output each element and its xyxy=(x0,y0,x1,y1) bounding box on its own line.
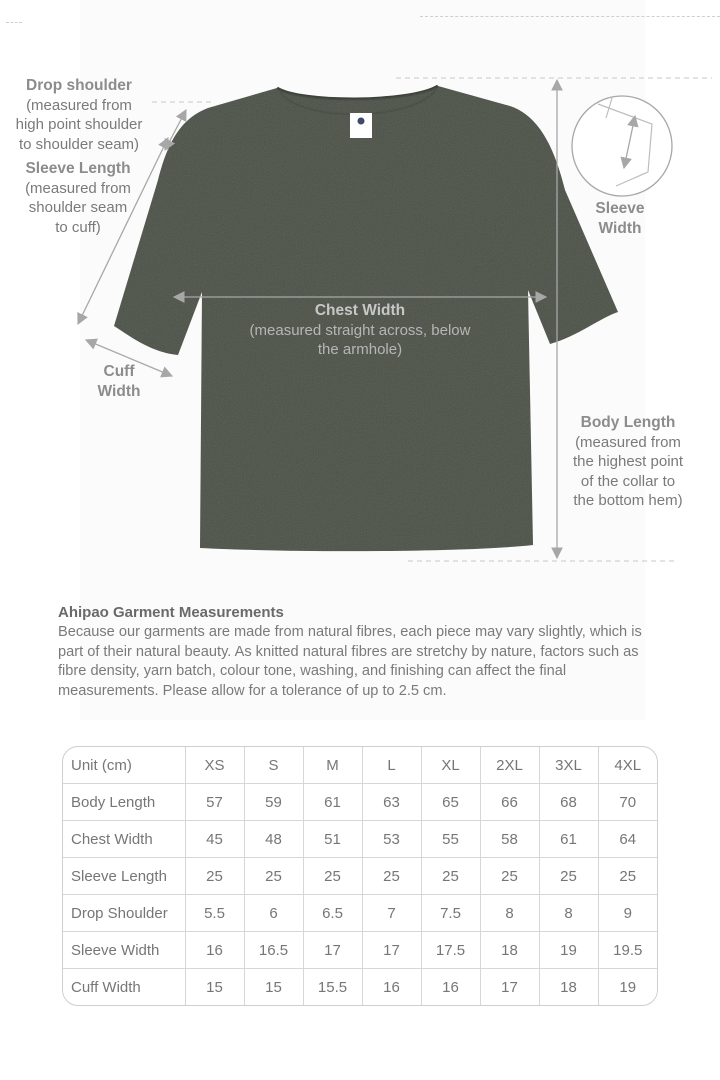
table-cell: 15 xyxy=(244,969,303,1006)
table-row xyxy=(63,784,657,821)
table-cell: 51 xyxy=(303,821,362,858)
row-label: Body Length xyxy=(63,784,185,821)
header-cell: S xyxy=(244,747,303,784)
header-cell: 3XL xyxy=(539,747,598,784)
header-cell: M xyxy=(303,747,362,784)
table-row xyxy=(63,895,657,932)
table-cell: 25 xyxy=(185,858,244,895)
table-cell: 16.5 xyxy=(244,932,303,969)
table-cell: 25 xyxy=(362,858,421,895)
table-cell: 19 xyxy=(619,978,637,996)
sleeve-length-label: Sleeve Length (measured from shoulder seam to cuff) xyxy=(25,160,131,236)
header-cell: Unit (cm) xyxy=(63,747,185,784)
table-cell: 63 xyxy=(362,784,421,821)
table-cell: 59 xyxy=(244,784,303,821)
row-label: Cuff Width xyxy=(63,969,185,1006)
body-length-label: Body Length (measured from the highest point of the collar to the bottom hem) xyxy=(572,414,684,509)
table-cell: 19.5 xyxy=(598,932,657,969)
table-cell: 15 xyxy=(185,969,244,1006)
table-cell: 8 xyxy=(480,895,539,932)
table-cell: 65 xyxy=(421,784,480,821)
header-cell: 2XL xyxy=(480,747,539,784)
table-cell: 19 xyxy=(539,932,598,969)
notes-title: Ahipao Garment Measurements xyxy=(58,604,284,621)
table-cell: 7.5 xyxy=(421,895,480,932)
table-cell: 17 xyxy=(303,932,362,969)
table-cell: 16 xyxy=(421,969,480,1006)
table-cell: 25 xyxy=(421,858,480,895)
table-cell: 18 xyxy=(480,932,539,969)
table-cell: 16 xyxy=(185,932,244,969)
table-cell: 7 xyxy=(362,895,421,932)
table-cell: 25 xyxy=(539,858,598,895)
notes-body: Because our garments are made from natural fibres, each piece may vary slightly, which is part of their natural beauty. As knitted natural fibres are stretchy by nature, factors such as fibre density, yarn batch, colour tone, washing, and finishing can affect the final measurements. Please allow for a tolerance of up to 2.5 cm. xyxy=(58,624,642,699)
table-header-row xyxy=(63,747,657,784)
table-cell: 6 xyxy=(244,895,303,932)
table-cell: 68 xyxy=(539,784,598,821)
size-table xyxy=(63,747,657,1005)
table-cell: 61 xyxy=(303,784,362,821)
table-cell: 64 xyxy=(598,821,657,858)
table-cell: 53 xyxy=(362,821,421,858)
sleeve-width-label: Sleeve Width xyxy=(595,200,645,237)
table-cell: 25 xyxy=(598,858,657,895)
measurement-notes xyxy=(58,604,668,701)
header-cell: XS xyxy=(185,747,244,784)
table-cell: 25 xyxy=(303,858,362,895)
table-cell: 55 xyxy=(421,821,480,858)
header-cell: L xyxy=(362,747,421,784)
table-cell: 70 xyxy=(598,784,657,821)
table-row xyxy=(63,858,657,895)
table-cell: 17 xyxy=(480,969,539,1006)
table-cell: 17 xyxy=(362,932,421,969)
table-cell: 66 xyxy=(480,784,539,821)
table-cell: 58 xyxy=(480,821,539,858)
table-cell: 61 xyxy=(539,821,598,858)
garment-tag xyxy=(350,113,372,138)
table-cell: 17.5 xyxy=(421,932,480,969)
table-cell: 45 xyxy=(185,821,244,858)
table-cell: 8 xyxy=(539,895,598,932)
table-cell: 18 xyxy=(539,969,598,1006)
row-label: Sleeve Width xyxy=(63,932,185,969)
table-row xyxy=(63,969,657,1006)
row-label: Sleeve Length xyxy=(63,858,185,895)
table-cell: 25 xyxy=(244,858,303,895)
sleeve-width-inset xyxy=(572,96,672,196)
row-label: Drop Shoulder xyxy=(63,895,185,932)
header-cell: XL xyxy=(421,747,480,784)
cuff-width-label: Cuff Width xyxy=(97,363,141,400)
table-cell: 57 xyxy=(185,784,244,821)
table-cell: 6.5 xyxy=(303,895,362,932)
table-cell: 9 xyxy=(598,895,657,932)
table-cell: 15.5 xyxy=(303,969,362,1006)
table-cell: 25 xyxy=(480,858,539,895)
table-row xyxy=(63,932,657,969)
header-cell: 4XL xyxy=(598,747,657,784)
table-cell: 16 xyxy=(362,969,421,1006)
chest-width-label: Chest Width (measured straight across, below the armhole) xyxy=(249,302,471,358)
table-cell: 48 xyxy=(244,821,303,858)
row-label: Chest Width xyxy=(63,821,185,858)
drop-shoulder-label: Drop shoulder (measured from high point shoulder to shoulder seam) xyxy=(15,77,143,153)
table-row xyxy=(63,821,657,858)
size-chart xyxy=(62,746,658,1006)
table-cell: 5.5 xyxy=(185,895,244,932)
